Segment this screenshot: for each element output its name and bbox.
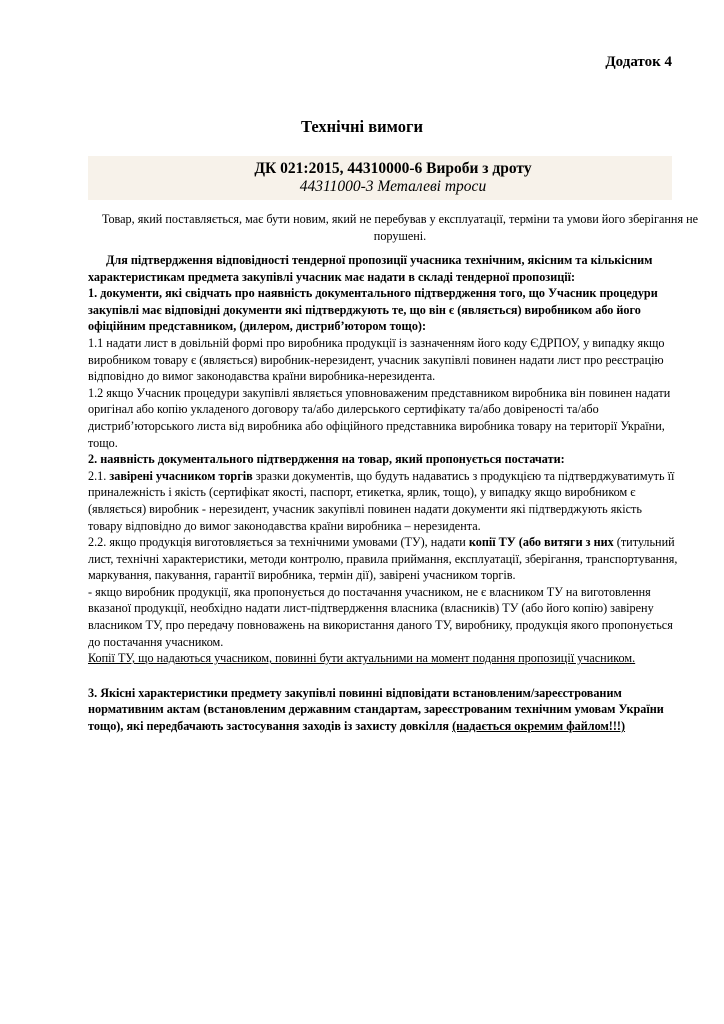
section-2-2-start: 2.2. якщо продукція виготовляється за технічними умовами (ТУ), надати — [88, 535, 469, 550]
section-2-1-text: зразки документів, що будуть надаватись з продукцією та підтверджуватимуть її приналежність і якість (сертифікат якості, паспорт, етикетка, ярлик, тощо), у випадку якщо виробником є (являється) виробник - нерезидент, учасник закупівлі повинен надати документи які підтверджують якість товару відповідно до вимог законодавства країни виробника – нерезидента. — [88, 468, 675, 533]
section-1-heading: 1. документи, які свідчать про наявність документального підтвердження того, що Учасник процедури закупівлі має відповідні документи які підтверджують те, що він є (являється) виробником або його офіційним представником, (дилером, дистриб’ютором тощо): — [88, 286, 658, 334]
section-2-2 — [88, 534, 678, 584]
section-2-2-text: (титульний лист, технічні характеристики, методи контролю, правила приймання, експлуатації, зберігання, транспортування, маркування, пакування, гарантії виробника, термін дії), завірені учасником торгів. — [88, 535, 678, 583]
section-2-2-bold: копії ТУ (або витяги з них — [468, 535, 614, 550]
section-1-1: 1.1 надати лист в довільній формі про виробника продукції із зазначенням його коду ЄДРПОУ, у випадку якщо виробником товару є (являється) виробник-нерезидент, учасник закупівлі повинен надати лист про реєстрацію відповідно до вимог законодавства країни виробника-нерезидента. — [88, 335, 665, 384]
section-3-text: 3. Якісні характеристики предмету закупівлі повинні відповідати встановленим/зареєстрованим нормативним актам (встановленим державним стандартам, зареєстрованим технічним умовам України тощо), які передбачають застосування заходів із захисту довкілля — [88, 685, 664, 734]
dk-code: ДК 021:2015, 44310000-6 Вироби з дроту — [254, 160, 532, 177]
dk-subcode: 44311000-3 Металеві троси — [299, 178, 487, 195]
page-title: Технічні вимоги — [301, 117, 423, 136]
condition-note: Товар, який поставляється, має бути новим, який не перебував у експлуатації, терміни та умови його зберігання не порушені. — [101, 212, 699, 243]
section-3-note: (надається окремим файлом!!!) — [452, 719, 626, 734]
section-3 — [88, 685, 678, 735]
section-2-1 — [88, 468, 678, 534]
requirements-body — [88, 252, 678, 735]
section-1-2: 1.2 якщо Учасник процедури закупівлі являється уповноваженим представником виробника він повинен надати оригінал або копію укладеного договору та/або дилерського сертифікату та/або довіреності та/або дистриб’юторського листа від виробника або офіційного представника виробника товару на території України, тощо. — [88, 385, 671, 450]
annex-label: Додаток 4 — [605, 54, 672, 70]
section-2-1-number: 2.1. — [88, 468, 110, 483]
section-2-3: - якщо виробник продукції, яка пропонується до постачання учасником, не є власником ТУ на виготовлення вказаної продукції, необхідно надати лист-підтвердження власника (власників) ТУ (або його копію) завірену власником ТУ, про передачу повноважень на використання даного ТУ, виробнику, продукція якого пропонується до постачання учасником. — [88, 584, 673, 649]
section-2-heading: 2. наявність документального підтвердження на товар, який пропонується постачати: — [88, 452, 565, 467]
section-2-1-bold: завірені учасником торгів — [109, 468, 253, 483]
intro-paragraph: Для підтвердження відповідності тендерної пропозиції учасника технічним, якісним та кількісним характеристикам предмета закупівлі учасник має надати в складі тендерної пропозиції: — [88, 253, 653, 284]
section-2-4: Копії ТУ, що надаються учасником, повинні бути актуальними на момент подання пропозиції учасником. — [88, 651, 636, 666]
